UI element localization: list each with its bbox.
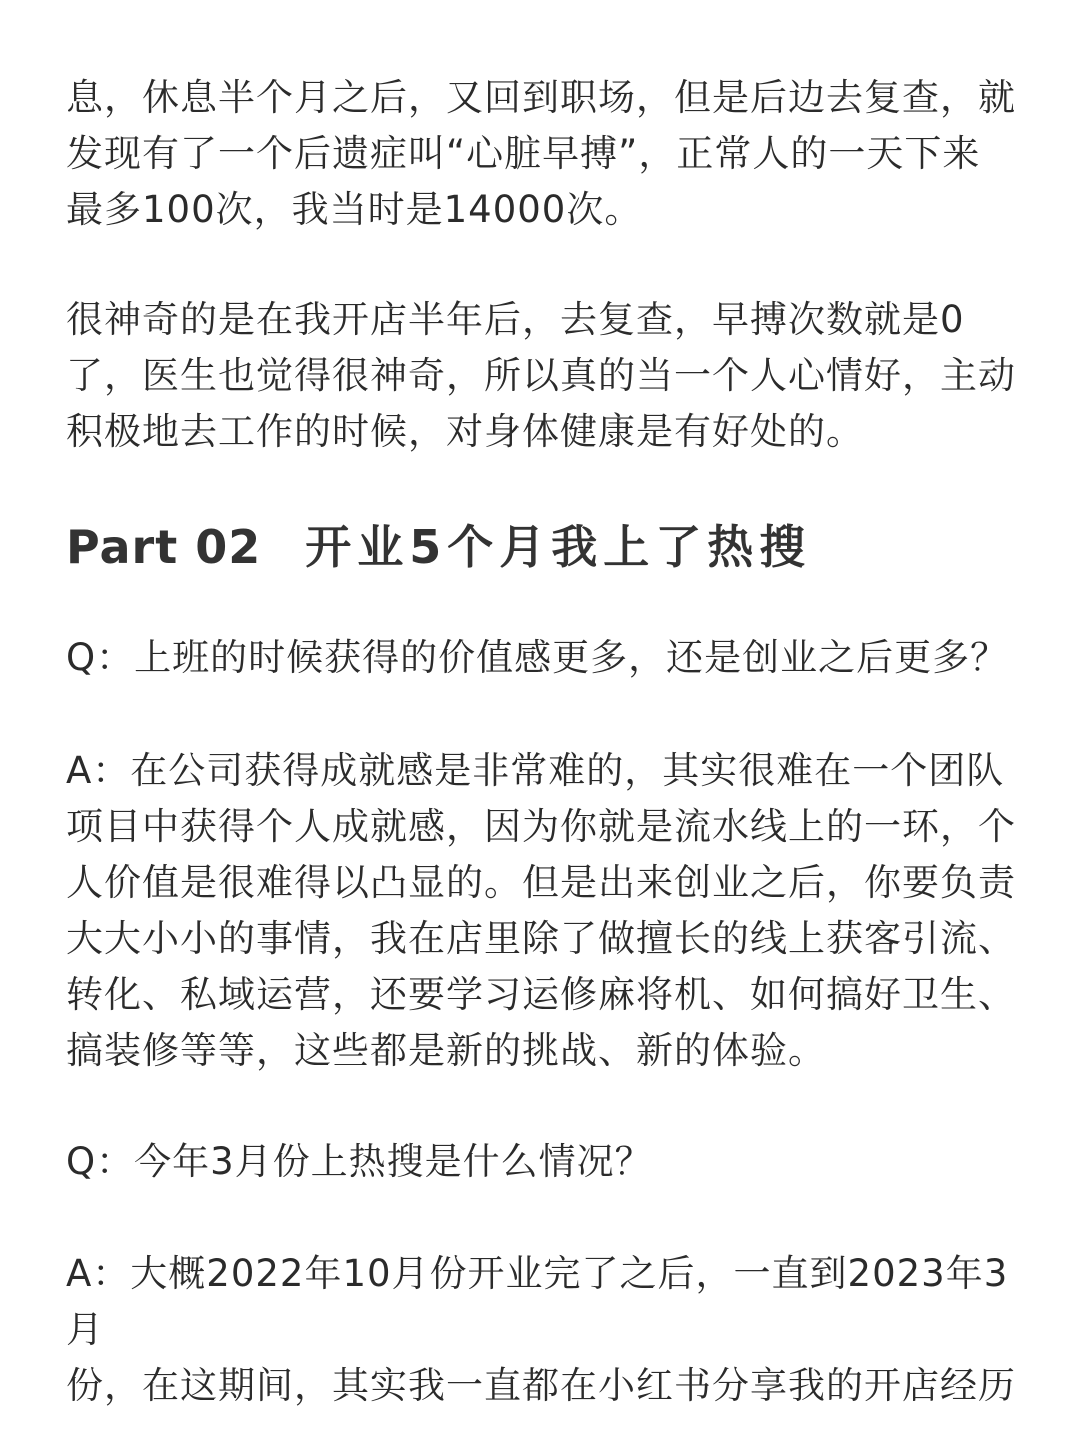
paragraph-2: 很神奇的是在我开店半年后，去复查，早搏次数就是0 了，医生也觉得很神奇，所以真的当一个人心情好，主动 积极地去工作的时候，对身体健康是有好处的。 — [66, 298, 1016, 453]
section-part-label: Part 02 — [66, 520, 262, 574]
question-1: Q：上班的时候获得的价值感更多，还是创业之后更多？ — [66, 636, 1009, 679]
paragraph-1: 息，休息半个月之后，又回到职场，但是后边去复查，就 发现有了一个后遗症叫“心脏早搏”，正常人的一天下来 最多100次，我当时是14000次。 — [66, 76, 1016, 231]
answer-1: A：在公司获得成就感是非常难的，其实很难在一个团队 项目中获得个人成就感，因为你就是流水线上的一环，个 人价值是很难得以凸显的。但是出来创业之后，你要负责 大大小小的事情，我在店里除了做擅长的线上获客引流、 转化、私域运营，还要学习运修麻将机、如何搞好卫生、 搞装修等等，这些都是新的挑战、新的体验。 — [66, 749, 1016, 1072]
question-2: Q：今年3月份上热搜是什么情况？ — [66, 1140, 653, 1183]
section-heading — [66, 517, 811, 577]
section-title: 开业5个月我上了热搜 — [305, 520, 812, 574]
answer-2: A：大概2022年10月份开业完了之后，一直到2023年3月 份，在这期间，其实我一直都在小红书分享我的开店经历 — [66, 1252, 1016, 1407]
